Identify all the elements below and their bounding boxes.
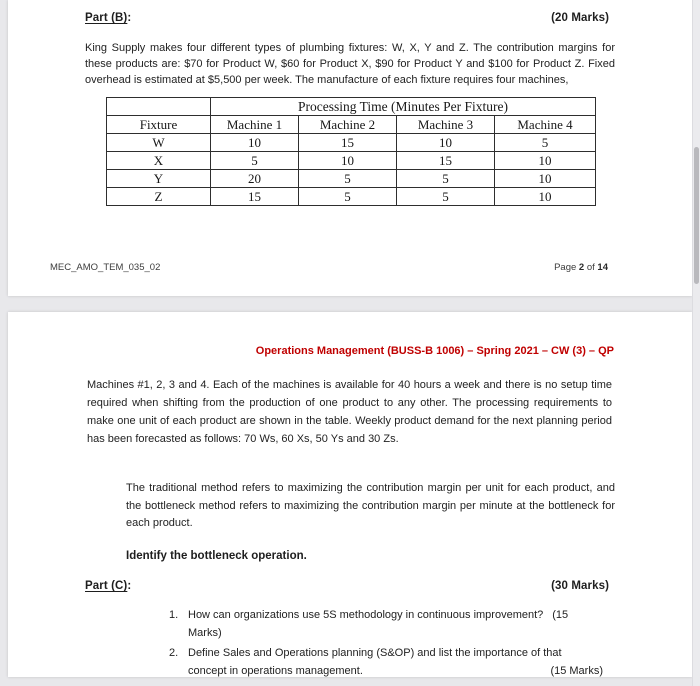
table-header-row: [107, 116, 596, 134]
part-b-marks: (20 Marks): [551, 12, 609, 24]
table-cell: 10: [495, 170, 596, 188]
question-marks: (15 Marks): [188, 609, 569, 639]
part-c-marks: (30 Marks): [551, 580, 609, 592]
table-corner-cell: [107, 98, 211, 116]
scrollbar-thumb[interactable]: [694, 147, 699, 284]
table-cell: 5: [299, 188, 397, 206]
course-header-title: Operations Management (BUSS-B 1006) – Spring 2021 – CW (3) – QP: [255, 345, 614, 357]
part-c-heading-row: [85, 580, 609, 592]
page-1: [8, 0, 692, 296]
question-body: [188, 606, 598, 642]
page1-footer: [50, 262, 608, 273]
table-cell: 10: [211, 134, 299, 152]
table-cell: 5: [211, 152, 299, 170]
table-cell: 5: [397, 188, 495, 206]
table-row: [107, 152, 596, 170]
question-list: [167, 606, 603, 680]
page-2: [8, 312, 692, 677]
document-code: MEC_AMO_TEM_035_02: [50, 262, 161, 273]
intro-paragraph: King Supply makes four different types of plumbing fixtures: W, X, Y and Z. The contribution margins for these products are: $70 for Product W, $60 for Product X, $90 for Product Y and $100 for Product Z. Fixed overhead is estimated at $5,500 per week. The manufacture of each fixture requires four machines,: [85, 42, 615, 86]
table-cell: 10: [495, 152, 596, 170]
table-row: [107, 134, 596, 152]
part-b-label: Part (B):: [85, 12, 132, 24]
method-paragraph: The traditional method refers to maximizing the contribution margin per unit for each product, and the bottleneck method refers to maximizing the contribution margin per minute at the bottleneck for each product.: [126, 482, 615, 529]
scrollbar-track[interactable]: [692, 0, 700, 686]
table-span-header: Processing Time (Minutes Per Fixture): [211, 98, 596, 116]
question-number: 2.: [169, 647, 179, 659]
question-body: [188, 647, 562, 677]
table-cell: 15: [299, 134, 397, 152]
table-cell: 15: [397, 152, 495, 170]
part-c-label: Part (C):: [85, 580, 132, 592]
table-cell: 10: [299, 152, 397, 170]
table-cell: 10: [495, 188, 596, 206]
part-b-heading-row: [85, 12, 609, 24]
page-indicator: Page 2 of 14: [554, 262, 608, 273]
table-cell: X: [107, 152, 211, 170]
identify-bottleneck-line: Identify the bottleneck operation.: [126, 550, 307, 562]
column-header: Machine 4: [495, 116, 596, 134]
column-header: Machine 1: [211, 116, 299, 134]
question-text: How can organizations use 5S methodology in continuous improvement?: [188, 609, 544, 621]
table-cell: 20: [211, 170, 299, 188]
table-cell: W: [107, 134, 211, 152]
table-cell: 5: [495, 134, 596, 152]
table-cell: 5: [397, 170, 495, 188]
machines-paragraph: Machines #1, 2, 3 and 4. Each of the machines is available for 40 hours a week and there is no setup time required when shifting from the production of one product to any other. The processing requirements to make one unit of each product are shown in the table. Weekly product demand for the next planning period has been forecasted as follows: 70 Ws, 60 Xs, 50 Ys and 30 Zs.: [87, 379, 612, 445]
table-cell: 15: [211, 188, 299, 206]
processing-time-table: [106, 97, 596, 206]
table-cell: Z: [107, 188, 211, 206]
table-cell: 10: [397, 134, 495, 152]
column-header: Fixture: [107, 116, 211, 134]
question-item-2: [167, 644, 603, 680]
column-header: Machine 3: [397, 116, 495, 134]
question-text: Define Sales and Operations planning (S&OP) and list the importance of that concept in operations management.: [188, 647, 562, 677]
column-header: Machine 2: [299, 116, 397, 134]
question-number: 1.: [169, 609, 179, 621]
question-item-1: [167, 606, 603, 642]
table-row: [107, 170, 596, 188]
table-cell: Y: [107, 170, 211, 188]
question-marks: (15 Marks): [550, 665, 603, 677]
table-row: [107, 188, 596, 206]
table-span-header-row: [107, 98, 596, 116]
table-cell: 5: [299, 170, 397, 188]
